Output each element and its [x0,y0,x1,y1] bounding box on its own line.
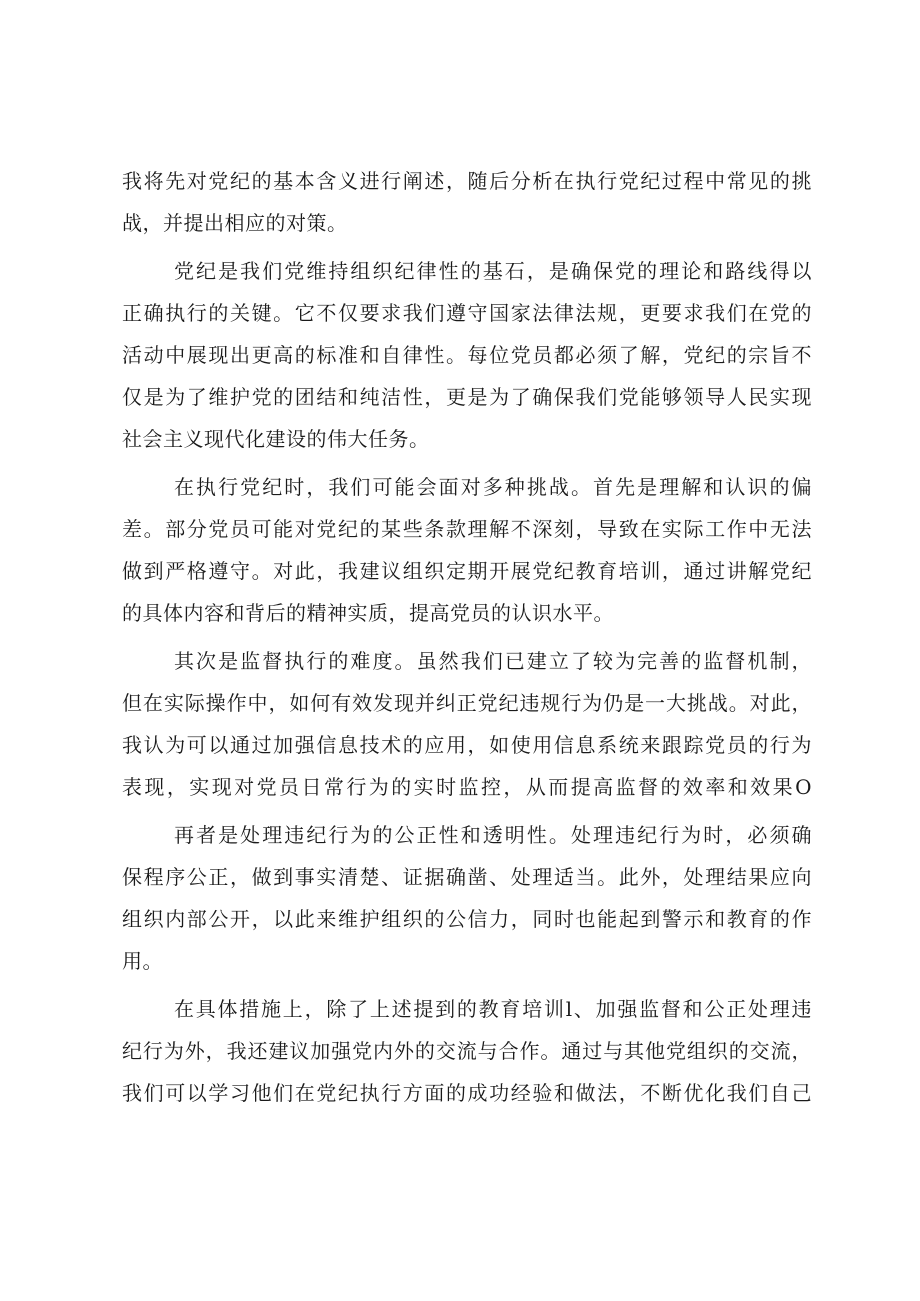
document-body [122,160,812,1114]
paragraph-3 [122,466,812,634]
paragraph-line: 正确执行的关键。它不仅要求我们遵守国家法律法规，更要求我们在党的 [122,301,812,325]
paragraph-line: 再者是处理违纪行为的公正性和透明性。处理违纪行为时，必须确 [174,823,812,847]
paragraph-line: 活动中展现出更高的标准和自律性。每位党员都必须了解，党纪的宗旨不 [122,343,812,367]
paragraph-line: 我将先对党纪的基本含义进行阐述，随后分析在执行党纪过程中常见的挑 [122,169,812,193]
paragraph-line: 我认为可以通过加强信息技术的应用，如使用信息系统来跟踪党员的行为 [122,733,812,757]
paragraph-line: 的具体内容和背后的精神实质，提高党员的认识水平。 [122,601,614,625]
paragraph-line: 在具体措施上，除了上述提到的教育培训l、加强监督和公正处理违 [174,997,812,1021]
paragraph-line: 做到严格遵守。对此，我建议组织定期开展党纪教育培训，通过讲解党纪 [122,559,812,583]
paragraph-6 [122,988,812,1114]
paragraph-line: 在执行党纪时，我们可能会面对多种挑战。首先是理解和认识的偏 [174,475,812,499]
paragraph-line: 保程序公正，做到事实清楚、证据确凿、处理适当。此外，处理结果应向 [122,865,812,889]
paragraph-line: 纪行为外，我还建议加强党内外的交流与合作。通过与其他党组织的交流， [122,1039,812,1063]
paragraph-1 [122,160,812,244]
paragraph-line: 组织内部公开，以此来维护组织的公信力，同时也能起到警示和教育的作 [122,907,812,931]
paragraph-line: 仅是为了维护党的团结和纯洁性，更是为了确保我们党能够领导人民实现 [122,385,812,409]
paragraph-line: 战，并提出相应的对策。 [122,211,348,235]
paragraph-line: 党纪是我们党维持组织纪律性的基石，是确保党的理论和路线得以 [174,259,812,283]
paragraph-line: 我们可以学习他们在党纪执行方面的成功经验和做法，不断优化我们自己 [122,1081,812,1105]
paragraph-5 [122,814,812,982]
paragraph-line: 但在实际操作中，如何有效发现并纠正党纪违规行为仍是一大挑战。对此， [122,691,812,715]
paragraph-4 [122,640,812,808]
paragraph-line: 用。 [122,949,163,973]
paragraph-line: 表现，实现对党员日常行为的实时监控，从而提高监督的效率和效果O [122,775,812,799]
paragraph-line: 差。部分党员可能对党纪的某些条款理解不深刻，导致在实际工作中无法 [122,517,812,541]
paragraph-2 [122,250,812,460]
paragraph-line: 社会主义现代化建设的伟大任务。 [122,427,430,451]
paragraph-line: 其次是监督执行的难度。虽然我们已建立了较为完善的监督机制， [174,649,812,673]
